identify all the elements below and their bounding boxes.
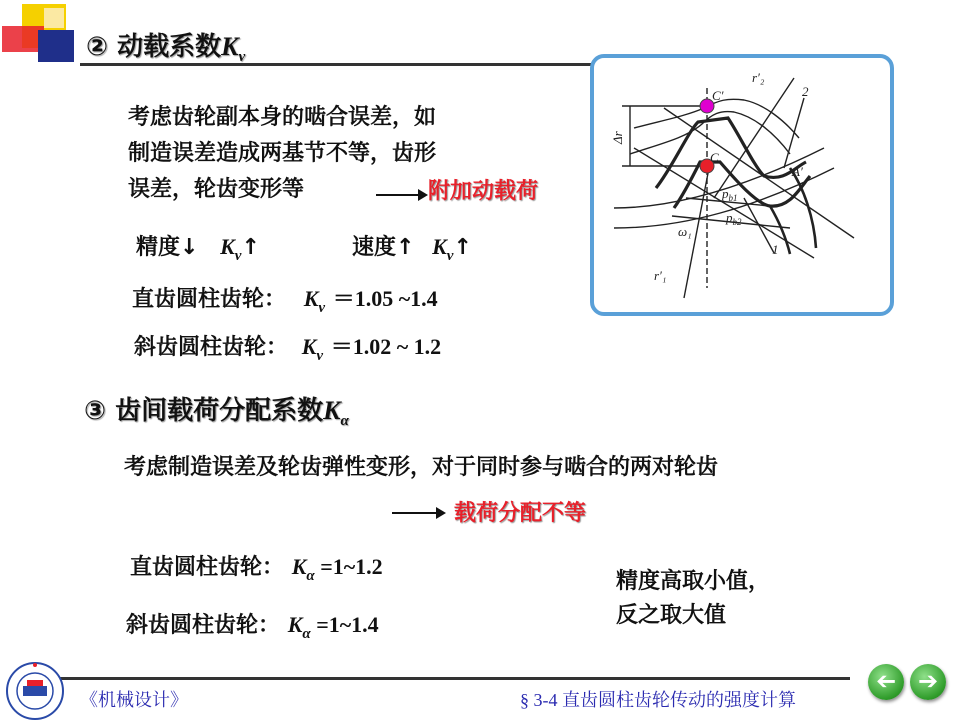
header-rule [80, 63, 670, 66]
kv-helical-k: K [301, 334, 317, 359]
footer-chapter: § 3-4 直齿圆柱齿轮传动的强度计算 [520, 690, 796, 710]
kv-helical-row [134, 330, 442, 364]
para2-arrow-head-icon [436, 507, 446, 519]
kv-spur-label: 直齿圆柱齿轮： [132, 287, 287, 312]
label-a-prime: A′ [792, 164, 803, 179]
ka-spur-sub: α [306, 568, 315, 584]
footer-rule [60, 677, 850, 680]
label-2: 2 [802, 84, 809, 99]
trend-speed-sub: v [446, 248, 454, 264]
kv-helical-label: 斜齿圆柱齿轮： [134, 335, 289, 360]
ka-spur-k: K [291, 554, 307, 579]
trend-speed-k: K [432, 234, 447, 259]
ka-spur-value: =1~1.2 [314, 554, 383, 579]
footer-book: 《机械设计》 [80, 690, 188, 710]
kv-spur-k: K [303, 286, 319, 311]
section3-title: 齿间载荷分配系数 [115, 396, 324, 426]
trend-accuracy-arrow: ↑ [241, 235, 260, 260]
section2-num: ② [86, 32, 109, 62]
trend-accuracy-label: 精度↓ [136, 235, 199, 260]
para1-line3: 误差，轮齿变形等 [128, 177, 305, 202]
gear-lower-tooth [790, 168, 816, 248]
trend-speed-arrow: ↑ [453, 235, 472, 260]
label-dr: Δr [610, 131, 625, 144]
label-pb1: $p_{b1}$ [722, 186, 738, 203]
section2-title: 动载系数 [117, 32, 222, 62]
label-c-prime: C′ [712, 88, 724, 103]
ka-note-line1: 精度高取小值， [616, 569, 771, 594]
label-c: C [710, 150, 719, 165]
section3-symbol-sub: α [340, 413, 349, 429]
ka-spur-label: 直齿圆柱齿轮： [130, 555, 285, 580]
para2-arrow-icon [392, 512, 440, 514]
decor-light-square [44, 8, 64, 28]
trend-speed [352, 230, 472, 264]
section3-symbol: K [323, 396, 341, 425]
gear-figure [594, 58, 890, 312]
kv-spur-value: ＝1.05 ~1.4 [332, 286, 438, 311]
ka-note-line2: 反之取大值 [616, 603, 727, 628]
prev-slide-button[interactable] [868, 664, 904, 700]
arrow-right-icon: ➔ [917, 667, 939, 695]
section2-symbol-sub: v [238, 49, 246, 65]
section3-heading [84, 390, 349, 427]
ka-helical-sub: α [302, 626, 311, 642]
section3-num: ③ [84, 396, 107, 426]
kv-spur-sub: v [318, 300, 326, 316]
para1-line2: 制造误差造成两基节不等，齿形 [128, 141, 437, 166]
ka-helical-label: 斜齿圆柱齿轮： [126, 613, 281, 638]
next-slide-button[interactable] [910, 664, 946, 700]
trend-accuracy-k: K [220, 234, 235, 259]
para2-line1: 考虑制造误差及轮齿弹性变形，对于同时参与啮合的两对轮齿 [124, 455, 719, 480]
label-omega: ω₁ [678, 224, 692, 239]
para1-arrow-icon [376, 194, 422, 196]
kv-helical-sub: v [316, 348, 324, 364]
para1-arrow-head-icon [418, 189, 428, 201]
arrow-left-icon: ➔ [875, 667, 897, 695]
ka-helical-row [126, 608, 379, 642]
para1-line1: 考虑齿轮副本身的啮合误差，如 [128, 105, 437, 130]
gear-figure-frame [590, 54, 894, 316]
trend-accuracy [136, 230, 260, 264]
section2-symbol: K [221, 32, 239, 61]
trend-speed-label: 速度↑ [352, 235, 415, 260]
para2-result: 载荷分配不等 [454, 501, 587, 526]
university-logo-icon [2, 660, 68, 720]
kv-spur-row [132, 282, 438, 316]
ka-helical-k: K [287, 612, 303, 637]
label-pb2: $p_{b2}$ [726, 210, 742, 227]
gear-tooth-outline-2 [630, 112, 790, 155]
label-r1: r′₁ [654, 268, 667, 283]
line-2 [784, 98, 804, 168]
label-r2: r′₂ [752, 70, 765, 85]
label-1: 1 [772, 242, 779, 257]
ka-spur-row [130, 550, 383, 584]
kv-helical-value: ＝1.02 ~ 1.2 [330, 334, 442, 359]
para1-result: 附加动载荷 [428, 179, 539, 204]
section2-heading [86, 26, 245, 63]
decor-blue-square [38, 30, 74, 62]
ka-helical-value: =1~1.4 [310, 612, 379, 637]
line-r2 [714, 78, 794, 198]
trend-accuracy-sub: v [234, 248, 242, 264]
